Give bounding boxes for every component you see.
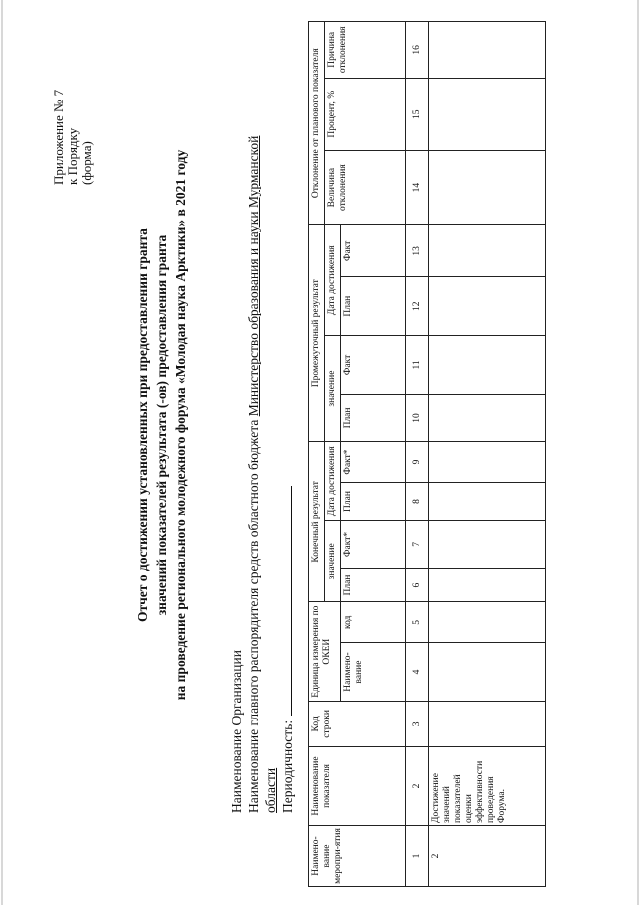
column-number: 15 xyxy=(406,78,429,150)
cell-indicator: Достижение значений показателей оценки эффективности проведения Форума. xyxy=(429,747,546,826)
title-line: значений показателей результата (-ов) предоставления гранта xyxy=(154,234,169,616)
cell-interim-plan xyxy=(429,394,546,441)
header-code: Код строки xyxy=(309,701,406,746)
document-title xyxy=(133,95,190,755)
cell-unit-code xyxy=(429,602,546,643)
cell-unit-name xyxy=(429,643,546,702)
periodicity-blank-line xyxy=(279,486,292,716)
cell-interim-fact xyxy=(429,336,546,395)
distributor-label: Наименование главного распорядителя средств областного бюджета xyxy=(246,419,261,813)
column-number: 1 xyxy=(406,826,429,887)
header-unit-code: код xyxy=(341,602,406,643)
column-number: 6 xyxy=(406,568,429,602)
column-number: 2 xyxy=(406,747,429,826)
cell-final-date-fact xyxy=(429,442,546,483)
header-interim-plan: План xyxy=(341,394,406,441)
periodicity-row xyxy=(279,113,296,813)
header-unit: Единица измерения по ОКЕИ xyxy=(309,602,341,701)
header-final-date: Дата достижения xyxy=(325,442,341,521)
title-line: на проведение регионального молодежного форума «Молодая наука Арктики» в 2021 году xyxy=(173,149,188,701)
appendix-line: Приложение № 7 xyxy=(51,89,66,185)
title-line: Отчет о достижении установленных при предоставлении гранта xyxy=(135,228,150,622)
cell-dev-reason xyxy=(429,22,546,79)
header-interim-value: значение xyxy=(325,336,341,442)
cell-dev-percent xyxy=(429,78,546,150)
header-interim-date-plan: План xyxy=(341,277,406,336)
cell-event: 2 xyxy=(429,826,546,887)
cell-code xyxy=(429,701,546,746)
report-table xyxy=(308,21,546,887)
header-deviation: Отклонение от планового показателя xyxy=(309,22,325,225)
header-final-date-fact: Факт* xyxy=(341,442,406,483)
appendix-block xyxy=(52,45,94,185)
header-final-date-plan: План xyxy=(341,482,406,520)
column-number: 16 xyxy=(406,22,429,79)
header-final-value: значение xyxy=(325,521,341,602)
meta-block xyxy=(228,113,296,813)
header-interim-date: Дата достижения xyxy=(325,225,341,336)
table-row xyxy=(429,22,546,887)
column-number: 14 xyxy=(406,150,429,225)
column-number: 7 xyxy=(406,521,429,568)
cell-dev-value xyxy=(429,150,546,225)
org-label: Наименование Организации xyxy=(229,650,244,813)
header-interim-date-fact: Факт xyxy=(341,225,406,277)
header-dev-reason: Причина отклонения xyxy=(325,22,406,79)
appendix-line: к Порядку xyxy=(65,127,80,185)
header-unit-name: Наимено-вание xyxy=(341,643,406,702)
header-event: Наимено-вание меропри-ятия xyxy=(309,826,406,887)
distributor-row xyxy=(245,113,262,813)
column-number: 13 xyxy=(406,225,429,277)
appendix-line: (форма) xyxy=(79,141,94,185)
header-final-plan: План xyxy=(341,568,406,602)
header-indicator: Наименование показателя xyxy=(309,747,406,826)
column-number: 10 xyxy=(406,394,429,441)
cell-interim-date-plan xyxy=(429,277,546,336)
column-number: 12 xyxy=(406,277,429,336)
cell-final-date-plan xyxy=(429,482,546,520)
cell-interim-date-fact xyxy=(429,225,546,277)
column-number: 11 xyxy=(406,336,429,395)
distributor-value-cont: области xyxy=(263,767,278,813)
column-number: 4 xyxy=(406,643,429,702)
header-dev-percent: Процент, % xyxy=(325,78,406,150)
cell-final-fact xyxy=(429,521,546,568)
column-number: 3 xyxy=(406,701,429,746)
header-dev-value: Величина отклонения xyxy=(325,150,406,225)
periodicity-label: Периодичность: xyxy=(280,719,295,813)
distributor-value: Министерство образования и науки Мурманской xyxy=(246,135,261,417)
header-interim-result: Промежуточный результат xyxy=(309,225,325,442)
column-number: 9 xyxy=(406,442,429,483)
column-number: 8 xyxy=(406,482,429,520)
header-final-result: Конечный результат xyxy=(309,442,325,602)
cell-final-plan xyxy=(429,568,546,602)
header-interim-fact: Факт xyxy=(341,336,406,395)
column-number: 5 xyxy=(406,602,429,643)
distributor-row-2 xyxy=(262,113,279,813)
header-final-fact: Факт* xyxy=(341,521,406,568)
